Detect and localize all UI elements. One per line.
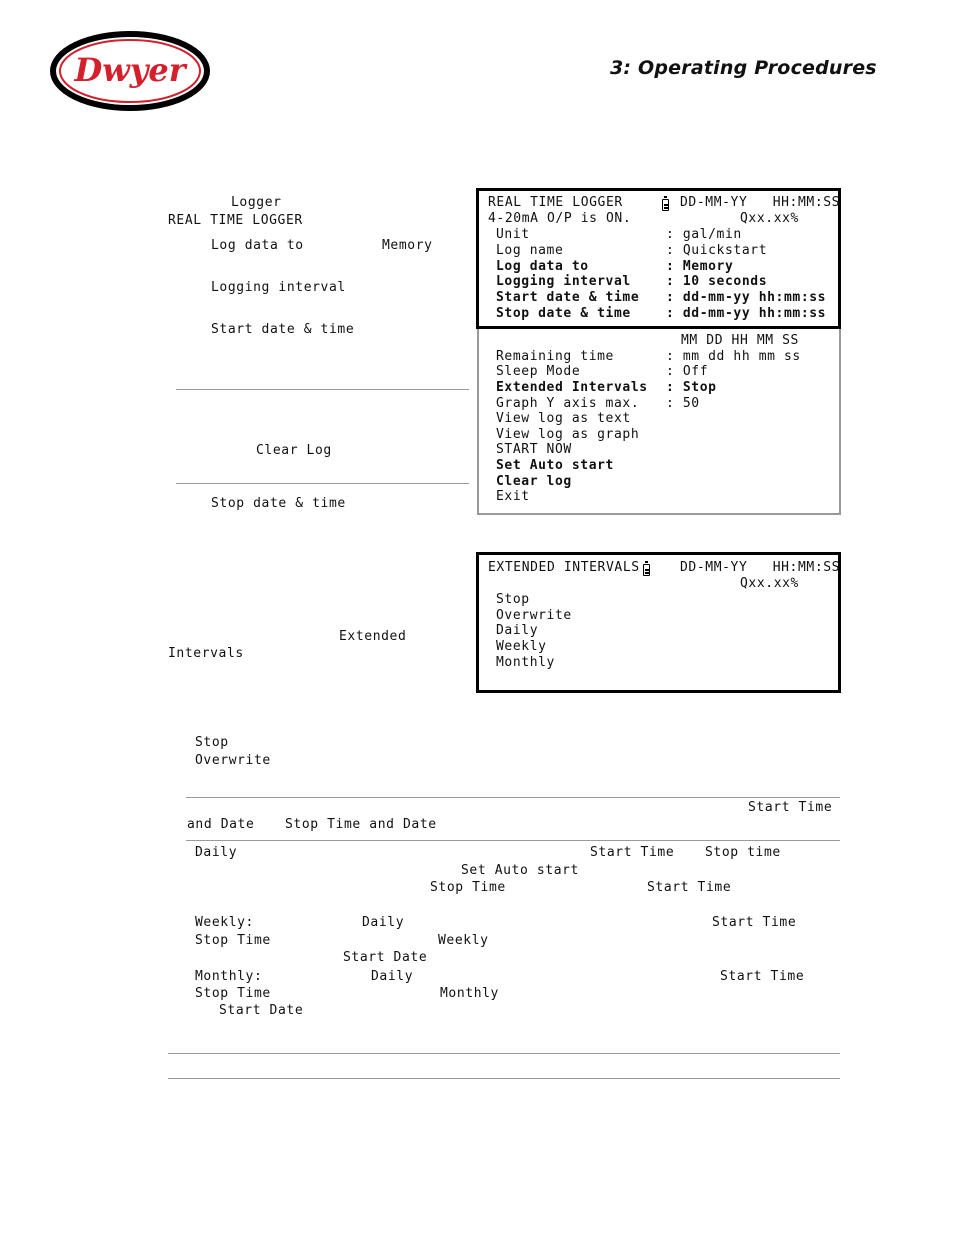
menu-item-start-date-time[interactable]: Start date & time xyxy=(496,290,640,305)
start-time-term: Start Time xyxy=(748,800,833,815)
monthly-start-date-term: Start Date xyxy=(219,1003,304,1018)
memory-label: Memory xyxy=(382,238,433,253)
menu-item-set-auto-start[interactable]: Set Auto start xyxy=(496,458,614,473)
menu-item-exit[interactable]: Exit xyxy=(496,489,530,504)
menu-value-graph-y-axis-max: : 50 xyxy=(666,396,700,411)
remaining-time-header: MM DD HH MM SS xyxy=(681,333,799,348)
battery-icon xyxy=(643,564,650,576)
menu-value-logging-interval: : 10 seconds xyxy=(666,274,768,289)
menu-item-unit[interactable]: Unit xyxy=(496,227,530,242)
menu-item-log-data-to[interactable]: Log data to xyxy=(496,259,589,274)
real-time-logger-label: REAL TIME LOGGER xyxy=(168,213,303,228)
daily-start-time-term: Start Time xyxy=(590,845,675,860)
menu-value-sleep-mode: : Off xyxy=(666,364,709,379)
menu-item-view-log-graph[interactable]: View log as graph xyxy=(496,427,640,442)
monthly-stop-time-term: Stop Time xyxy=(195,986,271,1001)
start-date-time-label: Start date & time xyxy=(211,322,355,337)
extended-intervals-screen xyxy=(476,552,841,693)
real-time-logger-screen xyxy=(476,188,841,329)
option-daily[interactable]: Daily xyxy=(496,623,539,638)
and-date-term: and Date xyxy=(187,817,255,832)
screen-date-time: DD-MM-YY HH:MM:SS xyxy=(680,195,841,210)
divider xyxy=(168,1053,840,1054)
option-overwrite[interactable]: Overwrite xyxy=(496,608,572,623)
monthly-start-time-term: Start Time xyxy=(720,969,805,984)
menu-value-log-data-to: : Memory xyxy=(666,259,734,274)
logging-interval-label: Logging interval xyxy=(211,280,346,295)
table-rule xyxy=(186,840,840,841)
logger-label: Logger xyxy=(231,195,282,210)
q-value: Qxx.xx% xyxy=(740,576,799,591)
screen-title: EXTENDED INTERVALS xyxy=(488,560,640,575)
monthly-term: Monthly: xyxy=(195,969,263,984)
menu-item-logging-interval[interactable]: Logging interval xyxy=(496,274,631,289)
option-stop[interactable]: Stop xyxy=(496,592,530,607)
option-monthly[interactable]: Monthly xyxy=(496,655,555,670)
stop-time-term: Stop Time xyxy=(430,880,506,895)
menu-item-graph-y-axis-max[interactable]: Graph Y axis max. xyxy=(496,396,640,411)
log-data-to-label: Log data to xyxy=(211,238,304,253)
stop-time-and-date-term: Stop Time and Date xyxy=(285,817,437,832)
table-rule xyxy=(186,797,840,798)
intervals-label: Intervals xyxy=(168,646,244,661)
section-title: 3: Operating Procedures xyxy=(610,57,877,79)
menu-value-remaining-time: : mm dd hh mm ss xyxy=(666,349,801,364)
menu-item-remaining-time[interactable]: Remaining time xyxy=(496,349,614,364)
output-status: 4-20mA O/P is ON. xyxy=(488,211,632,226)
q-value: Qxx.xx% xyxy=(740,211,799,226)
stop-date-time-label: Stop date & time xyxy=(211,496,346,511)
weekly-stop-time-term: Stop Time xyxy=(195,933,271,948)
menu-value-extended-intervals: : Stop xyxy=(666,380,717,395)
monthly-monthly-term: Monthly xyxy=(440,986,499,1001)
screen-date-time: DD-MM-YY HH:MM:SS xyxy=(680,560,841,575)
screen-title: REAL TIME LOGGER xyxy=(488,195,623,210)
battery-icon xyxy=(662,199,669,211)
dwyer-logo xyxy=(50,31,210,111)
logo-text: Dwyer xyxy=(74,51,186,89)
clear-log-label: Clear Log xyxy=(256,443,332,458)
weekly-start-date-term: Start Date xyxy=(343,950,428,965)
divider xyxy=(168,1078,840,1079)
menu-item-sleep-mode[interactable]: Sleep Mode xyxy=(496,364,581,379)
daily-stop-time-term: Stop time xyxy=(705,845,781,860)
daily-term: Daily xyxy=(195,845,238,860)
stop-term: Stop xyxy=(195,735,229,750)
menu-value-start-date-time: : dd-mm-yy hh:mm:ss xyxy=(666,290,827,305)
menu-value-stop-date-time: : dd-mm-yy hh:mm:ss xyxy=(666,306,827,321)
weekly-daily-term: Daily xyxy=(362,915,405,930)
option-weekly[interactable]: Weekly xyxy=(496,639,547,654)
menu-item-extended-intervals[interactable]: Extended Intervals xyxy=(496,380,648,395)
menu-value-unit: : gal/min xyxy=(666,227,742,242)
weekly-start-time-term: Start Time xyxy=(712,915,797,930)
real-time-logger-screen-continued xyxy=(477,329,841,515)
menu-item-stop-date-time[interactable]: Stop date & time xyxy=(496,306,631,321)
menu-item-start-now[interactable]: START NOW xyxy=(496,442,572,457)
monthly-daily-term: Daily xyxy=(371,969,414,984)
menu-item-log-name[interactable]: Log name xyxy=(496,243,564,258)
menu-value-log-name: : Quickstart xyxy=(666,243,768,258)
weekly-weekly-term: Weekly xyxy=(438,933,489,948)
extended-label: Extended xyxy=(339,629,407,644)
divider xyxy=(176,389,469,390)
overwrite-term: Overwrite xyxy=(195,753,271,768)
set-auto-start-term: Set Auto start xyxy=(461,863,579,878)
start-time-term: Start Time xyxy=(647,880,732,895)
menu-item-view-log-text[interactable]: View log as text xyxy=(496,411,631,426)
menu-item-clear-log[interactable]: Clear log xyxy=(496,474,572,489)
weekly-term: Weekly: xyxy=(195,915,254,930)
divider xyxy=(176,483,469,484)
